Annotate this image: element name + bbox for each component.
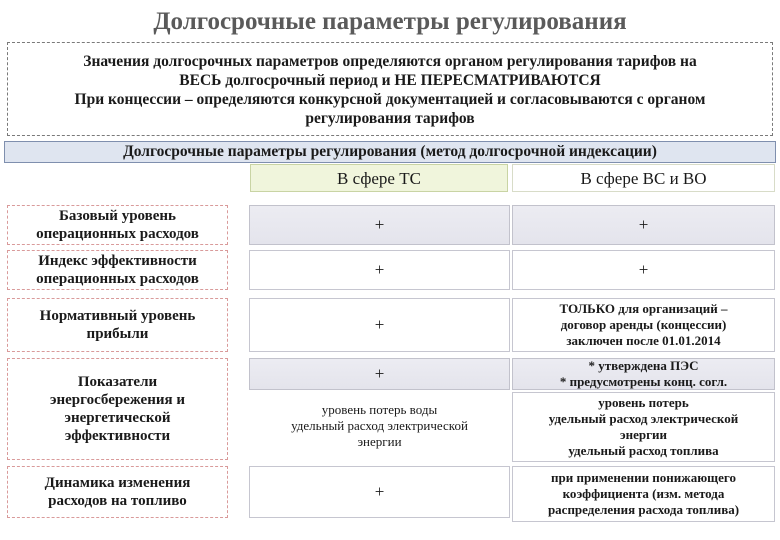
cell-line: заключен после 01.01.2014 xyxy=(566,333,721,348)
cell-ts-energy-efficiency-params xyxy=(249,394,510,458)
cell-vs-energy-efficiency-params xyxy=(512,392,775,462)
row-label-line: энергосбережения и xyxy=(50,392,185,408)
cell-line: энергии xyxy=(620,427,667,442)
cell-vs-energy-efficiency-conditions xyxy=(512,358,775,390)
notice-line: При концессии – определяются конкурсной документацией и согласовываются с органом xyxy=(74,91,706,108)
cell-ts-energy-efficiency-mark: + xyxy=(249,358,510,390)
row-label-line: Нормативный уровень xyxy=(39,308,196,324)
row-label-line: Индекс эффективности xyxy=(38,253,197,269)
cell-vs-fuel-cost-dynamics xyxy=(512,466,775,522)
cell-line: энергии xyxy=(357,434,402,449)
column-header-vs-vo: В сфере ВС и ВО xyxy=(512,164,775,192)
cell-line: удельный расход электрической xyxy=(548,411,739,426)
row-label-line: эффективности xyxy=(64,428,171,444)
row-label-line: энергетической xyxy=(64,410,171,426)
cell-line: уровень потерь xyxy=(598,395,689,410)
row-label-line: Динамика изменения xyxy=(44,475,191,491)
row-label-line: прибыли xyxy=(86,326,149,342)
row-label-line: Базовый уровень xyxy=(59,208,176,224)
cell-ts-base-opex: + xyxy=(249,205,510,245)
row-label-energy-efficiency xyxy=(7,358,228,460)
method-header: Долгосрочные параметры регулирования (метод долгосрочной индексации) xyxy=(4,141,776,163)
row-label-base-opex xyxy=(7,205,228,245)
column-header-ts: В сфере ТС xyxy=(250,164,508,192)
cell-vs-efficiency-index: + xyxy=(512,250,775,290)
notice-line: ВЕСЬ долгосрочный период и НЕ ПЕРЕСМАТРИВАЮТСЯ xyxy=(179,72,601,89)
cell-line: при применении понижающего xyxy=(551,470,736,485)
row-label-line: Показатели xyxy=(77,374,158,390)
cell-ts-profit-level: + xyxy=(249,298,510,352)
row-label-efficiency-index xyxy=(7,250,228,290)
notice-line: регулирования тарифов xyxy=(305,110,475,127)
row-label-profit-level xyxy=(7,298,228,352)
cell-line: * утверждена ПЭС xyxy=(588,358,699,373)
cell-ts-fuel-cost-dynamics: + xyxy=(249,466,510,518)
cell-line: договор аренды (концессии) xyxy=(560,317,727,332)
row-label-fuel-cost-dynamics xyxy=(7,466,228,518)
row-label-line: расходов на топливо xyxy=(48,493,187,509)
cell-line: удельный расход топлива xyxy=(568,443,719,458)
page-title: Долгосрочные параметры регулирования xyxy=(153,8,627,35)
cell-line: * предусмотрены конц. согл. xyxy=(559,374,728,389)
cell-ts-efficiency-index: + xyxy=(249,250,510,290)
cell-line: коэффициента (изм. метода xyxy=(562,486,725,501)
row-label-line: операционных расходов xyxy=(36,271,199,287)
cell-line: ТОЛЬКО для организаций – xyxy=(559,301,728,316)
row-label-line: операционных расходов xyxy=(36,226,199,242)
cell-vs-profit-level xyxy=(512,298,775,352)
cell-line: распределения расхода топлива) xyxy=(547,502,740,517)
cell-line: удельный расход электрической xyxy=(291,418,468,433)
cell-line: уровень потерь воды xyxy=(321,402,438,417)
notice-line: Значения долгосрочных параметров определяются органом регулирования тарифов на xyxy=(83,53,697,70)
notice-box xyxy=(7,42,773,136)
cell-vs-base-opex: + xyxy=(512,205,775,245)
